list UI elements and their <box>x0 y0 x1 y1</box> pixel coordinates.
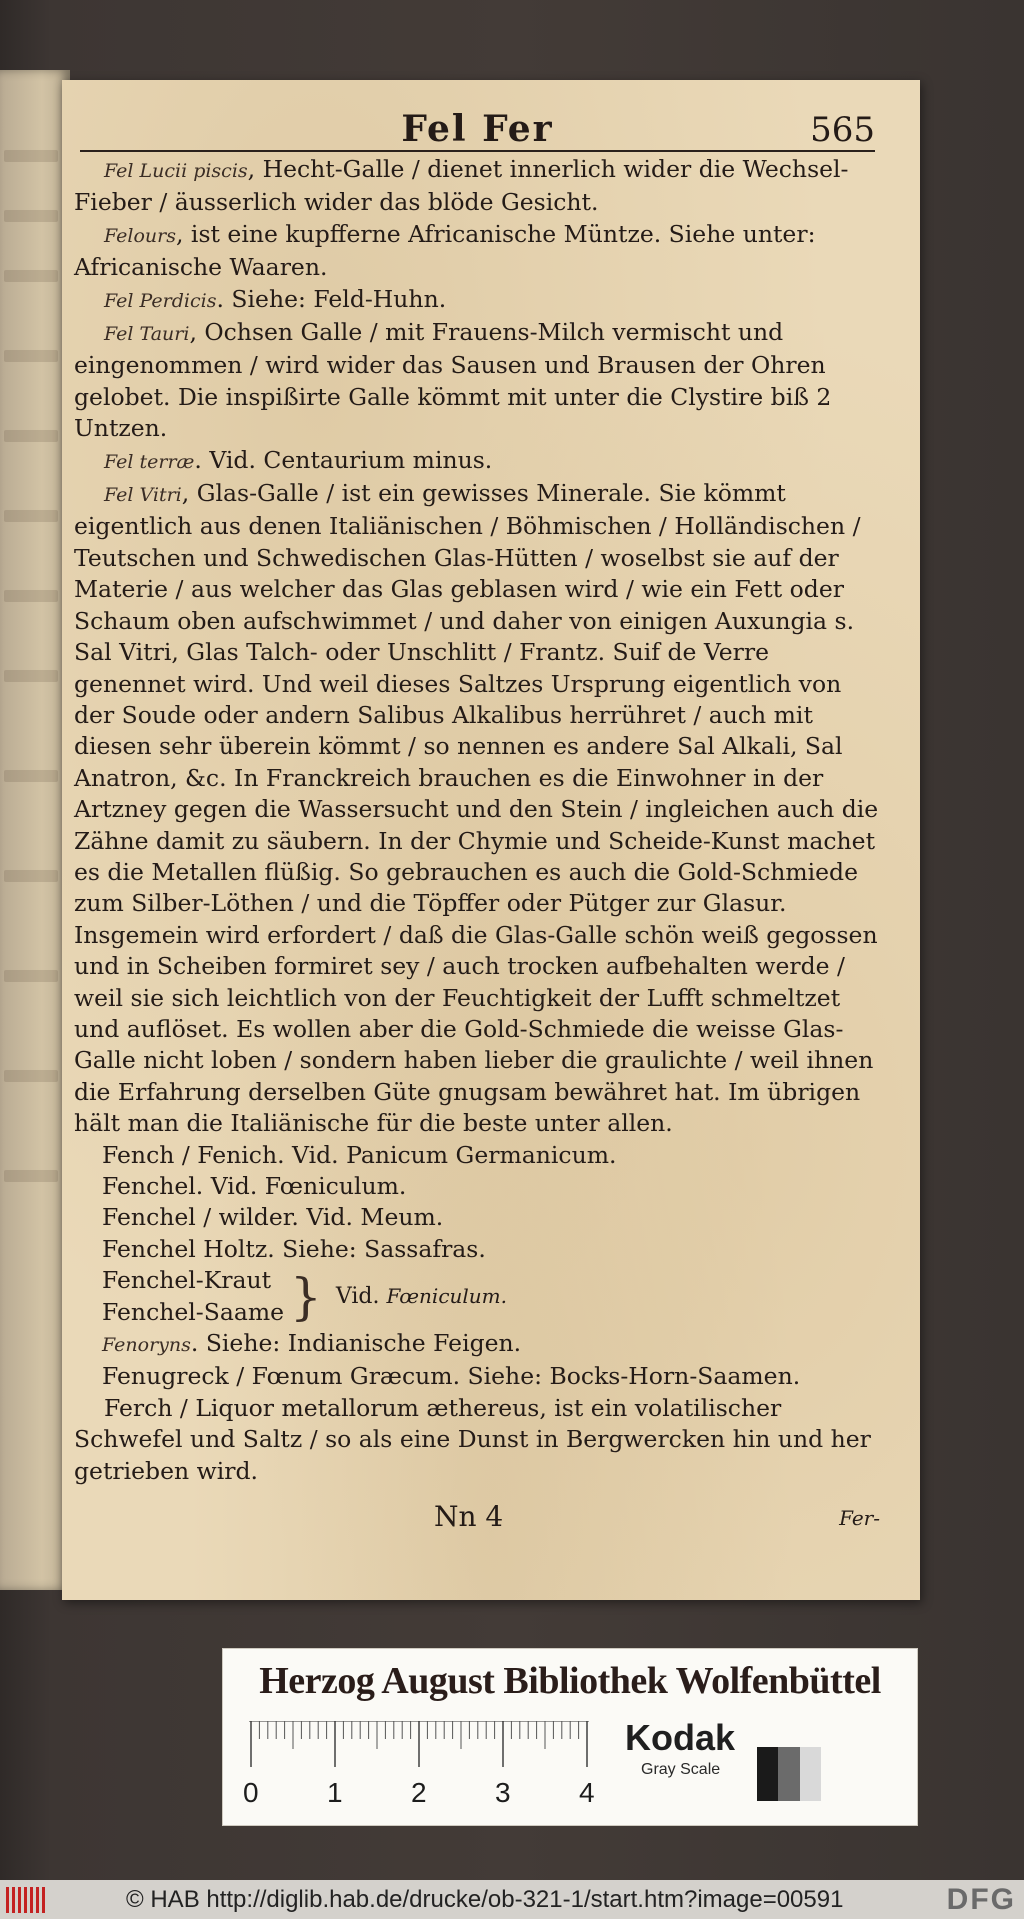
ruler-scale <box>249 1721 589 1767</box>
copyright-link[interactable]: © HAB http://diglib.hab.de/drucke/ob-321-1/start.htm?image=00591 <box>126 1886 844 1913</box>
running-head: Fel Fer <box>401 108 554 150</box>
ghost-text-line <box>4 510 58 522</box>
entry-headword: Felours <box>104 224 176 247</box>
entry-text: , Ochsen Galle / mit Frauens-Milch vermischt und eingenommen / wird wider das Sausen und Brausen der Ohren gelobet. Die inspißirte Galle kömmt mit unter die Clystire biß 2 Untzen. <box>74 318 832 443</box>
ghost-text-line <box>4 590 58 602</box>
scale-label: 4 <box>579 1777 595 1808</box>
dfg-logo: DFG <box>946 1883 1016 1916</box>
kodak-logo: Kodak <box>625 1717 736 1758</box>
entry-headword: Fel Vitri <box>104 484 182 507</box>
ghost-text-line <box>4 970 58 982</box>
book-page <box>62 80 920 1600</box>
gray-patch <box>778 1747 799 1801</box>
scale-label: 0 <box>243 1777 259 1808</box>
ghost-text-line <box>4 770 58 782</box>
entry-headword: Fel terræ <box>104 450 195 473</box>
ghost-text-line <box>4 670 58 682</box>
entry-text: Fenugreck / Fœnum Græcum. Siehe: Bocks-Horn-Saamen. <box>102 1362 801 1391</box>
dictionary-entry <box>74 445 880 478</box>
ruler-icon <box>249 1721 589 1767</box>
ref-term: Fœniculum. <box>386 1283 508 1308</box>
grouped-terms <box>102 1265 284 1328</box>
ghost-text-line <box>4 150 58 162</box>
page-body <box>74 154 880 1487</box>
curly-brace-icon: } <box>290 1267 322 1326</box>
page-footer <box>62 1500 880 1540</box>
entry-headword: Fenoryns <box>102 1334 191 1357</box>
ref-prefix: Vid. <box>335 1283 380 1309</box>
page-number: 565 <box>810 110 875 150</box>
dictionary-entry <box>74 1361 880 1392</box>
ghost-text-line <box>4 270 58 282</box>
gray-scale-label: Gray Scale <box>641 1761 721 1778</box>
dictionary-entry <box>74 1393 880 1487</box>
cross-reference <box>336 1281 507 1312</box>
short-entry: Fenchel. Vid. Fœniculum. <box>102 1172 407 1200</box>
dictionary-entry <box>74 154 880 219</box>
grouped-term: Fenchel-Saame <box>102 1297 285 1326</box>
gray-scale-patches <box>757 1747 821 1801</box>
grouped-term: Fenchel-Kraut <box>102 1266 272 1295</box>
ghost-text-line <box>4 1170 58 1182</box>
ghost-text-line <box>4 350 58 362</box>
page-header <box>80 106 875 152</box>
scale-label: 1 <box>327 1777 343 1808</box>
entry-text: , Hecht-Galle / dienet innerlich wider die Wechsel-Fieber / äusserlich wider das blöde Gesicht. <box>74 155 849 217</box>
ghost-text-line <box>4 870 58 882</box>
scale-label: 2 <box>411 1777 427 1808</box>
dictionary-entry <box>74 1328 880 1361</box>
entry-headword: Fel Perdicis <box>104 289 217 312</box>
entry-text: , Glas-Galle / ist ein gewisses Minerale. Sie kömmt eigentlich aus denen Italiänischen / Böhmischen / Holländischen / Teutschen und Schwedischen Glas-Hütten / woselbst sie auf der Materie / aus welcher das Glas geblasen wird / wie ein Fett oder Schaum oben aufschwimmet / und daher von einigen Auxungia s. Sal Vitri, Glas Talch- oder Unschlitt / Frantz. Suif de Verre genennet wird. Und weil dieses Saltzes Ursprung eigentlich von der Soude oder andern Salibus Alkalibus herrühret / auch mit diesen sehr überein kömmt / so nennen es andere Sal Alkali, Sal Anatron, &c. In Franckreich brauchen es die Einwohner in der Artzney gegen die Wassersucht und den Stein / ingleichen auch die Zähne damit zu säubern. In der Chymie und Scheide-Kunst machet es die Metallen flüßig. So gebrauchen es auch die Gold-Schmiede zum Silber-Löthen / und die Töpffer oder Pütger zur Glasur. Insgemein wird erfordert / daß die Glas-Galle schön weiß gegossen und in Scheiben formiret sey / auch trocken aufbehalten werde / weil sie sich leichtlich von der Feuchtigkeit der Lufft schmeltzet und auflöset. Es wollen aber die Gold-Schmiede die weisse Glas-Galle nicht loben / sondern haben lieber die graulichte / weil ihnen die Erfahrung derselben Güte gnugsam bewähret hat. Im übrigen hält man die Italiänische für die beste unter allen. <box>74 479 879 1138</box>
previous-page-edge <box>0 70 70 1590</box>
short-entry: Fenchel / wilder. Vid. Meum. <box>102 1203 444 1232</box>
entry-text: . Siehe: Indianische Feigen. <box>190 1329 522 1358</box>
gray-patch <box>757 1747 778 1801</box>
entry-text: . Vid. Centaurium minus. <box>194 445 493 474</box>
entry-text: . Siehe: Feld-Huhn. <box>216 284 447 313</box>
color-calibration-card <box>222 1648 918 1826</box>
dictionary-entry <box>74 219 880 284</box>
entry-headword: Fel Lucii piscis <box>104 160 248 182</box>
entry-text: Ferch / Liquor metallorum æthereus, ist ein volatilischer Schwefel und Saltz / so als eine Dunst in Bergwercken hin und her getrieben wird. <box>74 1393 871 1485</box>
dictionary-entry <box>74 317 880 445</box>
viewer-footer-bar <box>0 1880 1024 1919</box>
library-name: Herzog August Bibliothek Wolfenbüttel <box>259 1660 881 1702</box>
scale-label: 3 <box>495 1777 511 1808</box>
dictionary-entry <box>74 478 880 1140</box>
dictionary-entry <box>74 284 880 317</box>
entry-headword: Fel Tauri <box>104 323 190 346</box>
entry-text: , ist eine kupfferne Africanische Müntze. Siehe unter: Africanische Waaren. <box>74 219 816 282</box>
gray-patch <box>800 1747 821 1801</box>
ghost-text-line <box>4 430 58 442</box>
catchword: Fer- <box>839 1506 880 1530</box>
short-entry: Fenchel Holtz. Siehe: Sassafras. <box>102 1234 486 1263</box>
grouped-cross-reference <box>74 1265 880 1328</box>
hab-logo-icon <box>6 1887 46 1913</box>
ghost-text-line <box>4 210 58 222</box>
short-entry: Fench / Fenich. Vid. Panicum Germanicum. <box>102 1140 617 1169</box>
printer-signature: Nn 4 <box>434 1500 504 1533</box>
ghost-text-line <box>4 1070 58 1082</box>
